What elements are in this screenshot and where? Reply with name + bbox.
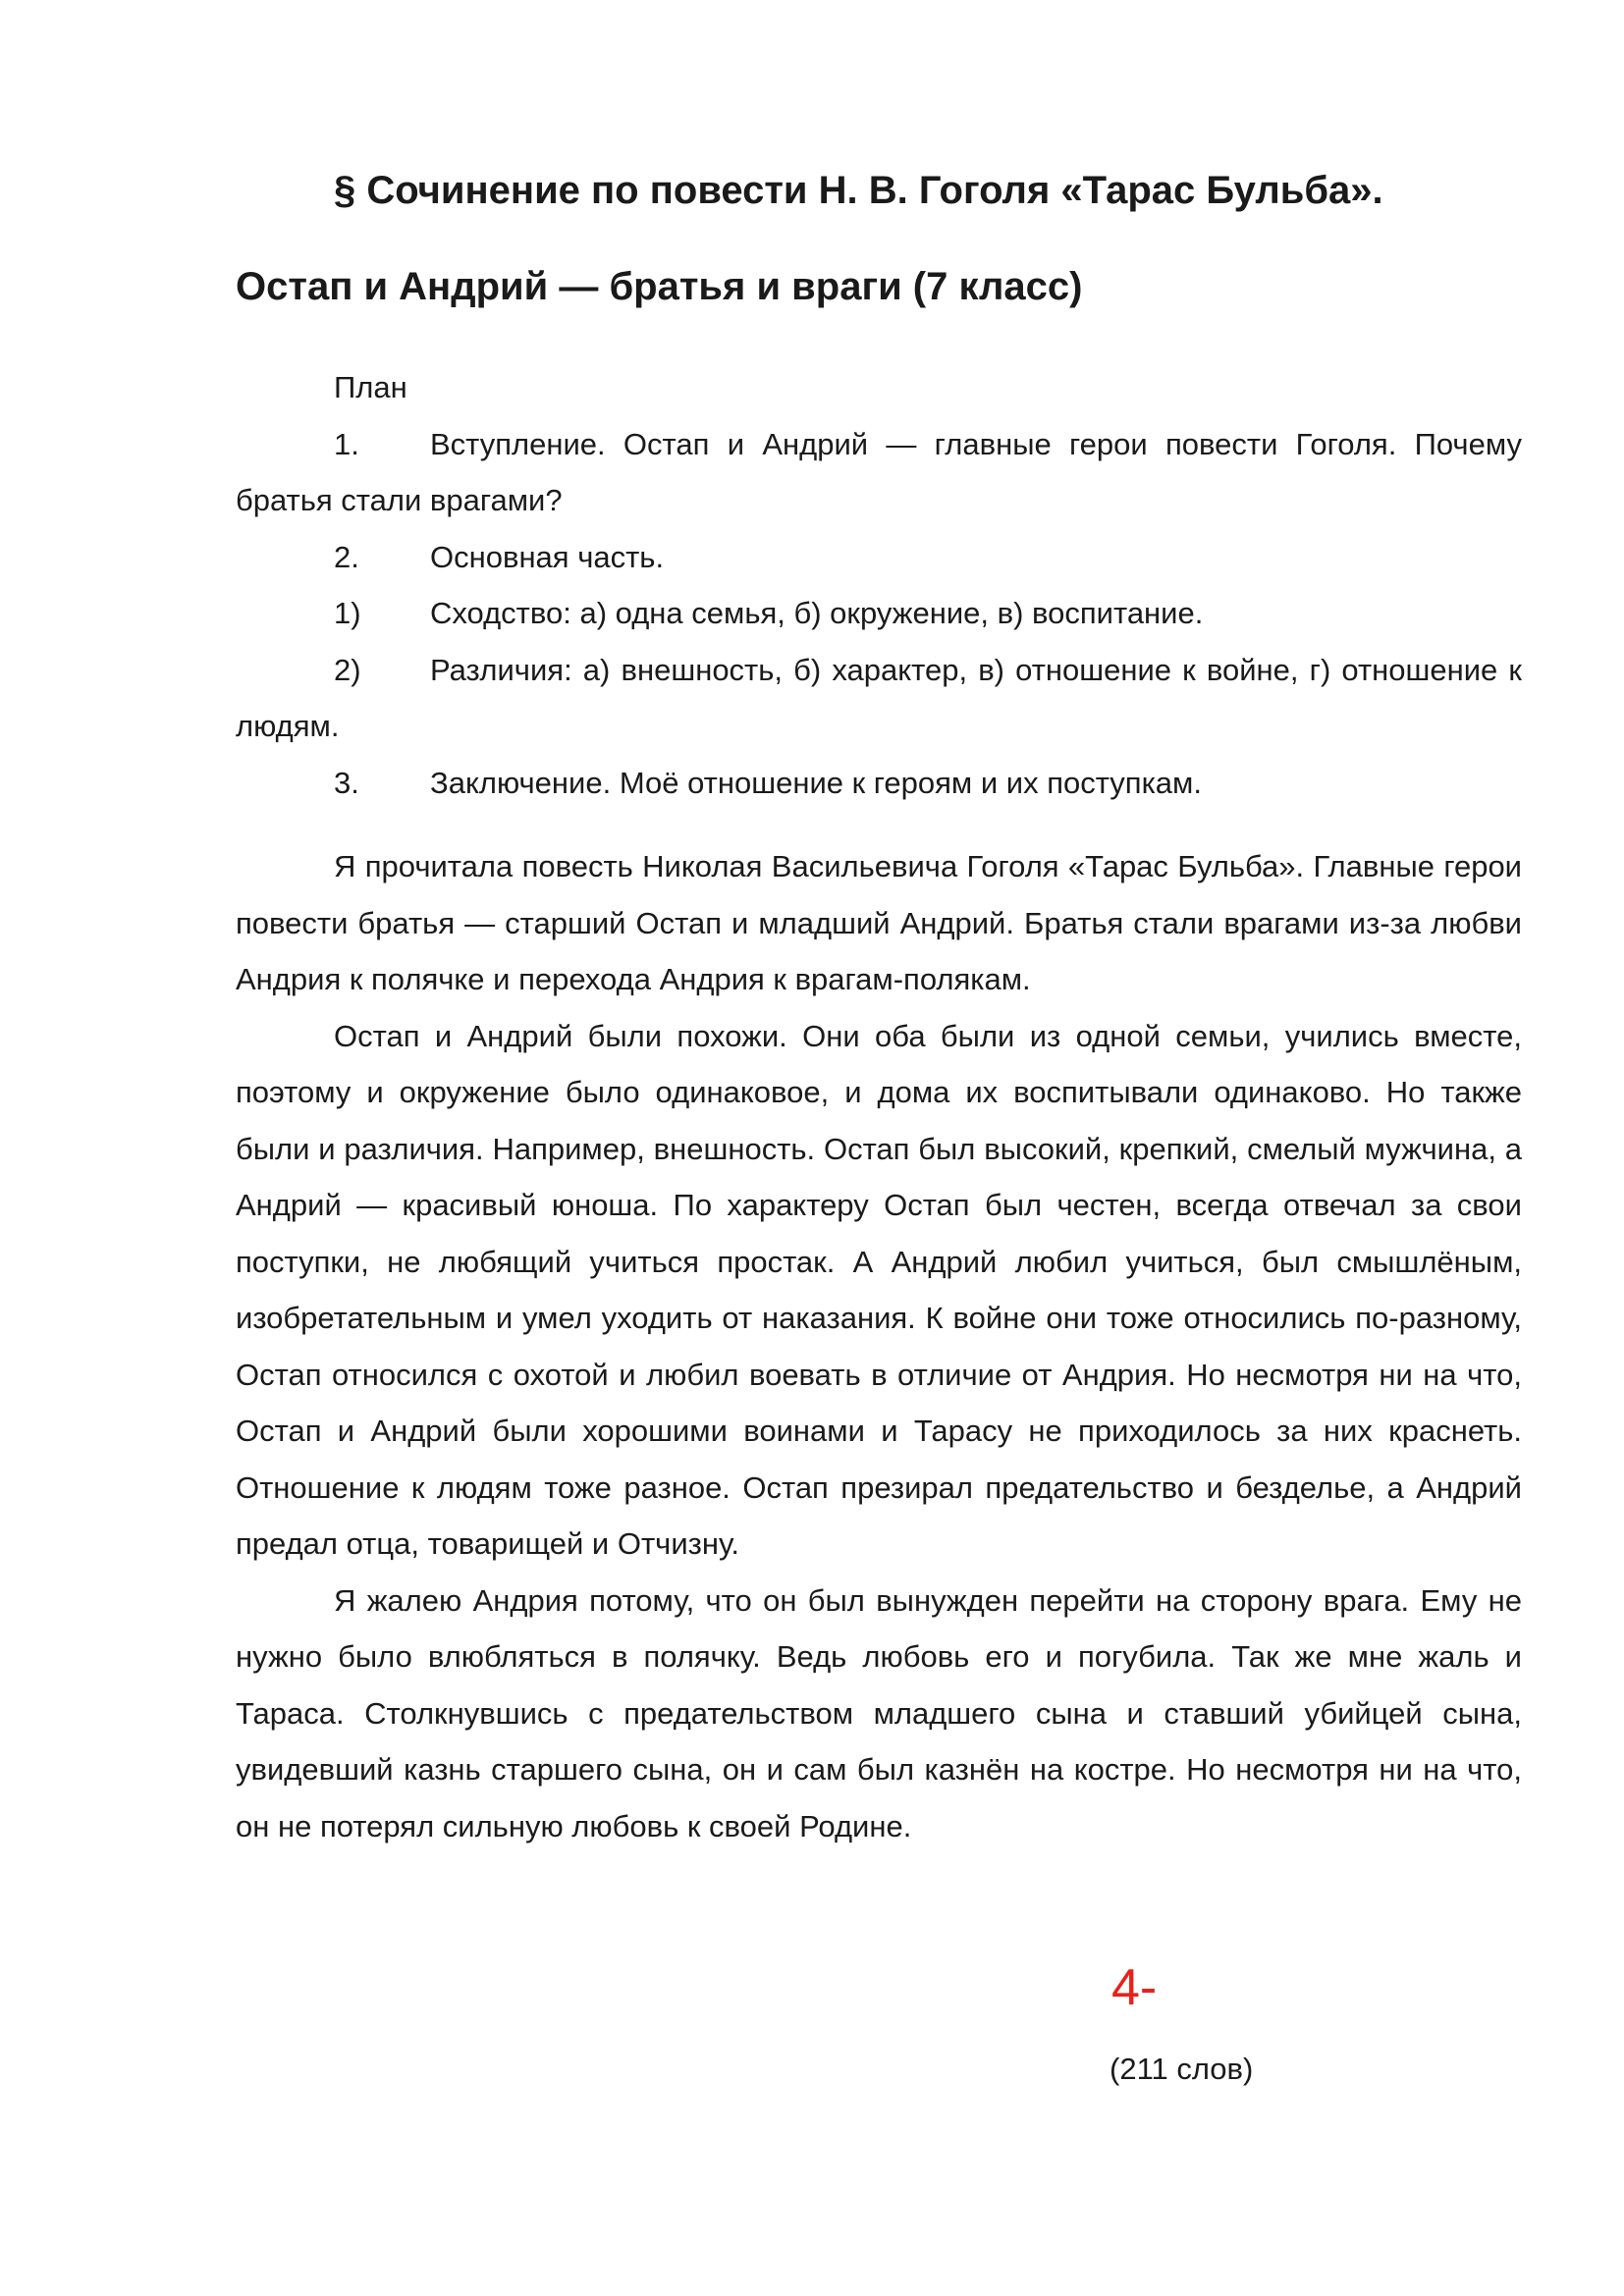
plan-item-number: 2. bbox=[334, 539, 359, 574]
plan-item bbox=[236, 755, 1522, 812]
plan-item-number: 3. bbox=[334, 765, 359, 800]
plan-heading: План bbox=[334, 370, 407, 404]
essay-body bbox=[236, 359, 1522, 1854]
plan-item bbox=[236, 416, 1522, 529]
plan-item bbox=[236, 585, 1522, 642]
essay-paragraph: Остап и Андрий были похожи. Они оба были из одной семьи, учились вместе, поэтому и окружение было одинаковое, и дома их воспитывали одинаково. Но также были и различия. Например, внешность. Остап был высокий, крепкий, смелый мужчина, а Андрий — красивый юноша. По характеру Остап был честен, всегда отвечал за свои поступки, не любящий учиться простак. А Андрий любил учиться, был смышлёным, изобретательным и умел уходить от наказания. К войне они тоже относились по-разному, Остап относился с охотой и любил воевать в отличие от Андрия. Но несмотря ни на что, Остап и Андрий были хорошими воинами и Тарасу не приходилось за них краснеть. Отношение к людям тоже разное. Остап презирал предательство и безделье, а Андрий предал отца, товарищей и Отчизну. bbox=[236, 1018, 1522, 1561]
plan-item-number: 1) bbox=[334, 596, 361, 630]
plan-item-number: 1. bbox=[334, 426, 359, 461]
plan-item bbox=[236, 529, 1522, 586]
plan-item-text: Основная часть. bbox=[430, 539, 665, 574]
plan-item-text: Заключение. Моё отношение к героям и их поступкам. bbox=[430, 765, 1202, 800]
essay-paragraph: Я жалею Андрия потому, что он был вынужден перейти на сторону врага. Ему не нужно было влюбляться в полячку. Ведь любовь его и погубила. Так же мне жаль и Тараса. Столкнувшись с предательством младшего сына и ставший убийцей сына, увидевший казнь старшего сына, он и сам был казнён на костре. Но несмотря ни на что, он не потерял сильную любовь к своей Родине. bbox=[236, 1582, 1522, 1843]
essay-title-line-2: Остап и Андрий — братья и враги (7 класс) bbox=[236, 265, 1083, 308]
essay-paragraph: Я прочитала повесть Николая Васильевича Гоголя «Тарас Бульба». Главные герои повести братья — старший Остап и младший Андрий. Братья стали врагами из-за любви Андрия к полячке и перехода Андрия к врагам-полякам. bbox=[236, 849, 1522, 996]
plan-item-text: Сходство: а) одна семья, б) окружение, в) воспитание. bbox=[430, 596, 1204, 630]
plan-item bbox=[236, 642, 1522, 755]
essay-title bbox=[236, 142, 1527, 335]
essay-title-line-1: § Сочинение по повести Н. В. Гоголя «Тарас Бульба». bbox=[334, 169, 1383, 212]
section-spacer bbox=[236, 811, 1522, 838]
plan-item-text: Вступление. Остап и Андрий — главные герои повести Гоголя. Почему братья стали врагами? bbox=[236, 426, 1522, 517]
word-count: (211 слов) bbox=[1110, 2052, 1254, 2086]
grade-mark: 4- bbox=[1111, 1959, 1158, 2016]
plan-item-number: 2) bbox=[334, 652, 361, 687]
plan-item-text: Различия: а) внешность, б) характер, в) отношение к войне, г) отношение к людям. bbox=[236, 652, 1522, 743]
